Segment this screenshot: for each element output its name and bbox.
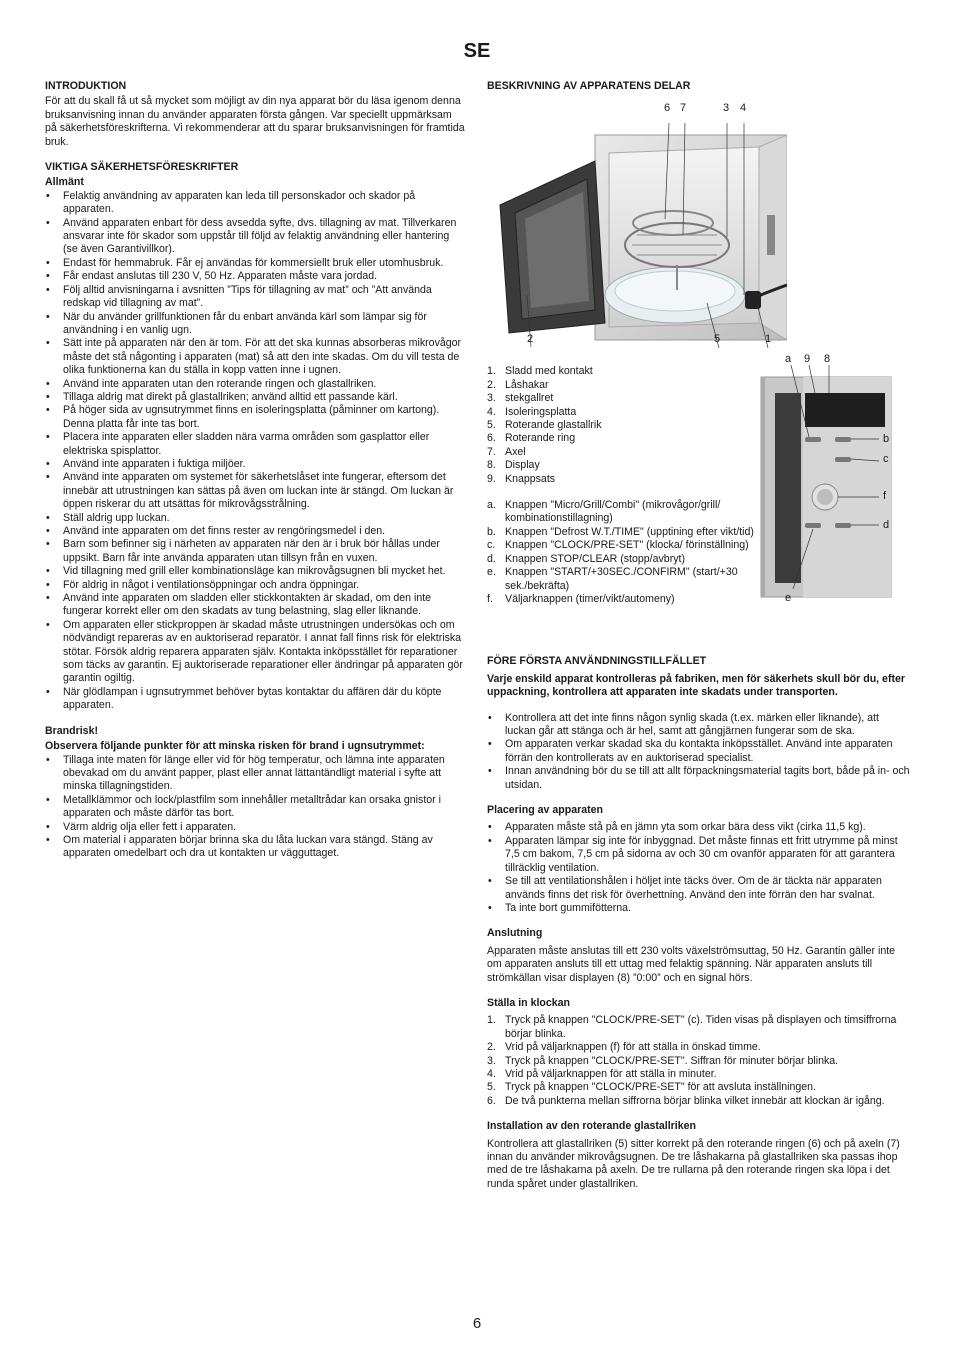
safety-title: VIKTIGA SÄKERHETSFÖRESKRIFTER (45, 161, 239, 174)
general-safety-list (45, 190, 465, 713)
clock-step (487, 1014, 912, 1041)
fig1-label-7: 7 (680, 102, 687, 115)
general-item: • Följ alltid anvisningarna i avsnitten ”Tips för tillagning av mat” och ”Att använda redskap vid tillagning av mat”. (45, 284, 465, 311)
part-item-text: Roterande ring (505, 432, 576, 445)
parts-area (487, 353, 912, 655)
button-item (487, 553, 757, 566)
general-item: • Ställ aldrig upp luckan. (45, 512, 465, 525)
button-item-text: Knappen "Micro/Grill/Combi" (mikrovågor/grill/ kombinationstillagning) (505, 499, 721, 525)
button-item (487, 593, 757, 606)
part-item-number: 8. (487, 459, 496, 472)
part-item (487, 446, 757, 459)
intro-title: INTRODUKTION (45, 80, 127, 92)
general-item: • Tillaga aldrig mat direkt på glastallriken; använd alltid ett passande kärl. (45, 391, 465, 404)
part-item-text: Låshakar (505, 378, 549, 391)
placement-item: • Apparaten lämpar sig inte för inbyggnad. Det måste finnas ett fritt utrymme på minst 7,5 cm bakom, 7,5 cm på sidorna av och 30 cm ovanför apparaten för att garantera tillräcklig ventilation. (487, 835, 912, 875)
page-number: 6 (472, 1315, 482, 1332)
clock-step (487, 1068, 912, 1081)
general-item: • Använd apparaten enbart för dess avsedda syfte, dvs. tillagning av mat. Tillverkaren ansvarar inte för skador som uppstår till följd av felaktig användning eller hantering (se även Garantivillkor). (45, 217, 465, 257)
general-item: • För aldrig in något i ventilationsöppningar och andra öppningar. (45, 579, 465, 592)
general-item: • Sätt inte på apparaten när den är tom. För att det ska kunnas absorberas mikrovågor måste det stå någonting i apparaten (mat) så att den inte skadas. Om du vill testa de olika funktionerna kan du ställa in kopp vatten inne i ugnen. (45, 337, 465, 377)
button-item-number: f. (487, 592, 493, 605)
intro-text: För att du skall få ut så mycket som möjligt av din nya apparat bör du läsa igenom denna bruksanvisning innan du använder apparaten första gången. Var speciellt uppmärksam på säkerhetsföreskrifterna. Vi rekommenderar att du sparar bruksanvisningen för framtida bruk. (45, 95, 465, 148)
fire-item: • Värm aldrig olja eller fett i apparaten. (45, 821, 465, 834)
part-item-number: 1. (487, 365, 496, 378)
part-item-text: stekgallret (505, 392, 554, 405)
placement-list (487, 821, 912, 915)
fire-safety-list (45, 754, 465, 861)
general-item: • Får endast anslutas till 230 V, 50 Hz. Apparaten måste vara jordad. (45, 270, 465, 283)
part-item-number: 2. (487, 378, 496, 391)
part-item (487, 432, 757, 445)
fig1-label-6: 6 (664, 102, 671, 115)
part-item (487, 379, 757, 392)
part-item (487, 419, 757, 432)
button-item-text: Väljarknappen (timer/vikt/automeny) (505, 592, 675, 605)
general-item: • Endast för hemmabruk. Får ej användas för kommersiellt bruk eller utomhusbruk. (45, 257, 465, 270)
parts-title: BESKRIVNING AV APPARATENS DELAR (487, 80, 691, 92)
fire-item: • Om material i apparaten börjar brinna ska du låta luckan vara stängd. Stäng av apparaten omedelbart och dra ut kontakten ur vägguttaget. (45, 834, 465, 861)
general-title: Allmänt (45, 176, 84, 189)
placement-title: Placering av apparaten (487, 804, 603, 817)
part-item-number: 6. (487, 432, 496, 445)
placement-item: • Ta inte bort gummifötterna. (487, 902, 912, 915)
connection-title: Anslutning (487, 927, 543, 940)
general-item: • Barn som befinner sig i närheten av apparaten när den är i bruk bör hållas under uppsikt. Barn får inte använda apparaten utan tillsyn från en vuxen. (45, 538, 465, 565)
part-item (487, 459, 757, 472)
general-item: • Använd inte apparaten om det finns rester av rengöringsmedel i den. (45, 525, 465, 538)
fire-item: • Tillaga inte maten för länge eller vid för hög temperatur, och lämna inte apparaten obevakad om du använt papper, plast eller annat lättantändligt material i syfte att minska tillagningstiden. (45, 754, 465, 794)
part-item-text: Roterande glastallrik (505, 419, 602, 432)
button-item-number: b. (487, 525, 496, 538)
parts-lists (487, 365, 757, 618)
connection-text: Apparaten måste anslutas till ett 230 volts växelströmsuttag, 50 Hz. Garantin gäller inte om apparaten ansluts till ett uttag med felaktig spänning. När apparaten ansluts till strömkällan visar displayen (8) ”0:00” och en signal hörs. (487, 944, 896, 984)
fig2-label-e: e (785, 592, 792, 605)
clock-step-number: 4. (487, 1067, 496, 1080)
part-item (487, 392, 757, 405)
general-item: • Vid tillagning med grill eller kombinationsläge kan mikrovågsugnen bli mycket het. (45, 565, 465, 578)
clock-step (487, 1041, 912, 1054)
fig1-label-4: 4 (740, 102, 747, 115)
clock-step-text: Tryck på knappen "CLOCK/PRE-SET" (c). Tiden visas på displayen och timsiffrorna börjar blinka. (505, 1014, 897, 1040)
part-item-text: Isoleringsplatta (505, 405, 577, 418)
clock-step-text: De två punkterna mellan siffrorna börjar blinka vilket innebär att klockan är igång. (505, 1094, 885, 1107)
placement-item: • Se till att ventilationshålen i höljet inte täcks över. Om de är täckta när apparaten används finns det risk för överhettning. Använd den inte förrän den har svalnat. (487, 875, 912, 902)
general-item: • Använd inte apparaten utan den roterande ringen och glastallriken. (45, 378, 465, 391)
fig2-label-b: b (883, 433, 890, 446)
clock-step (487, 1055, 912, 1068)
clock-step-text: Vrid på väljarknappen (f) för att ställa in önskad timme. (505, 1041, 761, 1054)
control-panel-figure (759, 353, 912, 623)
clock-step-number: 1. (487, 1014, 496, 1027)
part-item-number: 9. (487, 472, 496, 485)
fig1-label-1: 1 (765, 333, 772, 346)
microwave-open-illustration (487, 95, 787, 365)
part-item-number: 4. (487, 405, 496, 418)
fire-item: • Metallklämmor och lock/plastfilm som innehåller metalltrådar kan orsaka gnistor i apparaten och måste därför tas bort. (45, 794, 465, 821)
turntable-title: Installation av den roterande glastallriken (487, 1120, 696, 1133)
button-item-text: Knappen "CLOCK/PRE-SET" (klocka/ förinställning) (505, 539, 749, 552)
button-item-number: d. (487, 552, 496, 565)
general-item: • På höger sida av ugnsutrymmet finns en isoleringsplatta (påminner om kartong). Denna platta får inte tas bort. (45, 404, 465, 431)
general-item: • Använd inte apparaten i fuktiga miljöer. (45, 458, 465, 471)
fig2-label-9: 9 (804, 353, 811, 366)
button-item (487, 566, 757, 593)
clock-step-number: 3. (487, 1054, 496, 1067)
button-item-number: e. (487, 566, 496, 579)
part-item-text: Axel (505, 445, 526, 458)
clock-step-number: 2. (487, 1041, 496, 1054)
clock-step (487, 1095, 912, 1108)
part-item (487, 365, 757, 378)
button-item-text: Knappen "START/+30SEC./CONFIRM" (start/+30 sek./bekräfta) (505, 566, 738, 592)
fire-title: Brandrisk! (45, 724, 98, 737)
clock-step-text: Tryck på knappen "CLOCK/PRE-SET" för att avsluta inställningen. (505, 1081, 816, 1094)
button-item (487, 526, 757, 539)
clock-step-text: Tryck på knappen "CLOCK/PRE-SET". Siffran för minuter börjar blinka. (505, 1054, 839, 1067)
buttons-list (487, 499, 757, 606)
part-item-number: 3. (487, 392, 496, 405)
clock-step-text: Vrid på väljarknappen för att ställa in minuter. (505, 1067, 717, 1080)
clock-title: Ställa in klockan (487, 996, 571, 1009)
first-use-item: • Innan användning bör du se till att allt förpackningsmaterial tagits bort, både på in- och utsidan. (487, 765, 912, 792)
placement-item: • Apparaten måste stå på en jämn yta som orkar bära dess vikt (cirka 11,5 kg). (487, 821, 912, 834)
fig2-label-f: f (883, 490, 887, 503)
clock-step-number: 5. (487, 1081, 496, 1094)
first-use-title: FÖRE FÖRSTA ANVÄNDNINGSTILLFÄLLET (487, 655, 707, 668)
general-item: • Felaktig användning av apparaten kan leda till personskador och skador på apparaten. (45, 190, 465, 217)
button-item (487, 539, 757, 552)
part-item-text: Display (505, 459, 540, 472)
right-column (487, 80, 912, 1203)
part-item (487, 406, 757, 419)
fig1-label-5: 5 (714, 333, 721, 346)
fig2-label-8: 8 (824, 353, 831, 366)
button-item-text: Knappen "Defrost W.T./TIME" (upptining efter vikt/tid) (505, 525, 754, 538)
first-use-list (487, 712, 912, 792)
first-use-item: • Om apparaten verkar skadad ska du kontakta inköpsstället. Använd inte apparaten förrän den kontrollerats av en auktoriserad specialist. (487, 738, 912, 765)
part-item (487, 473, 757, 486)
button-item-number: a. (487, 499, 496, 512)
clock-step-number: 6. (487, 1094, 496, 1107)
first-use-intro: Varje enskild apparat kontrolleras på fabriken, men för säkerhets skull bör du, efter uppackning, kontrollera att apparaten inte skadats under transporten. (487, 672, 906, 699)
general-item: • Om apparaten eller stickproppen är skadad måste utrustningen undersökas och om nödvändigt repareras av en auktoriserad reparatör. I annat fall finns risk för elektriska stötar. Försök aldrig reparera apparaten själv. Kontakta inköpsstället för reparationer som täcks av garantin. Ej auktoriserade reparationer eller ändringar på apparaten gör garantin ogiltig. (45, 619, 465, 686)
fire-intro: Observera följande punkter för att minska risken för brand i ugnsutrymmet: (45, 740, 425, 753)
part-item-number: 5. (487, 419, 496, 432)
fig2-label-a: a (785, 353, 792, 366)
part-item-text: Sladd med kontakt (505, 365, 593, 378)
turntable-text: Kontrollera att glastallriken (5) sitter korrekt på den roterande ringen (6) och på axeln (7) innan du använder mikrovågsugnen. De tre låshakarna på glastallriken ska passas ihop med de tre låshakarna på axeln. De tre rullarna på den roterande ringen ska löpa i det runda spåret under glastallriken. (487, 1137, 900, 1190)
left-column (45, 80, 465, 873)
fig2-label-d: d (883, 519, 890, 532)
parts-list (487, 365, 757, 486)
language-header: SE (463, 40, 491, 62)
fig1-label-3: 3 (723, 102, 730, 115)
part-item-text: Knappsats (505, 472, 556, 485)
general-item: • Använd inte apparaten om systemet för säkerhetslåset inte fungerar, eftersom det innebär att utrustningen kan sättas på även om luckan inte är stängd. Om luckan är öppen riskerar du att utsättas för mikrovågsstrålning. (45, 471, 465, 511)
clock-steps-list (487, 1014, 912, 1108)
button-item-text: Knappen STOP/CLEAR (stopp/avbryt) (505, 552, 685, 565)
first-use-item: • Kontrollera att det inte finns någon synlig skada (t.ex. märken eller liknande), att luckan går att stänga och är hel, samt att gångjärnen fungerar som de ska. (487, 712, 912, 739)
general-item: • Placera inte apparaten eller sladden nära varma områden som gasplattor eller elektriska spisplattor. (45, 431, 465, 458)
button-item-number: c. (487, 539, 496, 552)
control-panel-illustration (759, 353, 912, 623)
fig1-label-2: 2 (527, 333, 534, 346)
button-item (487, 499, 757, 526)
fig2-label-c: c (883, 453, 889, 466)
general-item: • När glödlampan i ugnsutrymmet behöver bytas kontaktar du affären där du köpte apparaten. (45, 686, 465, 713)
general-item: • Använd inte apparaten om sladden eller stickkontakten är skadad, om den inte fungerar korrekt eller om den skadats av tung belastning, slag eller liknande. (45, 592, 465, 619)
part-item-number: 7. (487, 445, 496, 458)
general-item: • När du använder grillfunktionen får du enbart använda kärl som lämpar sig för användning i en vanlig ugn. (45, 311, 465, 338)
microwave-open-figure (487, 95, 787, 365)
clock-step (487, 1081, 912, 1094)
